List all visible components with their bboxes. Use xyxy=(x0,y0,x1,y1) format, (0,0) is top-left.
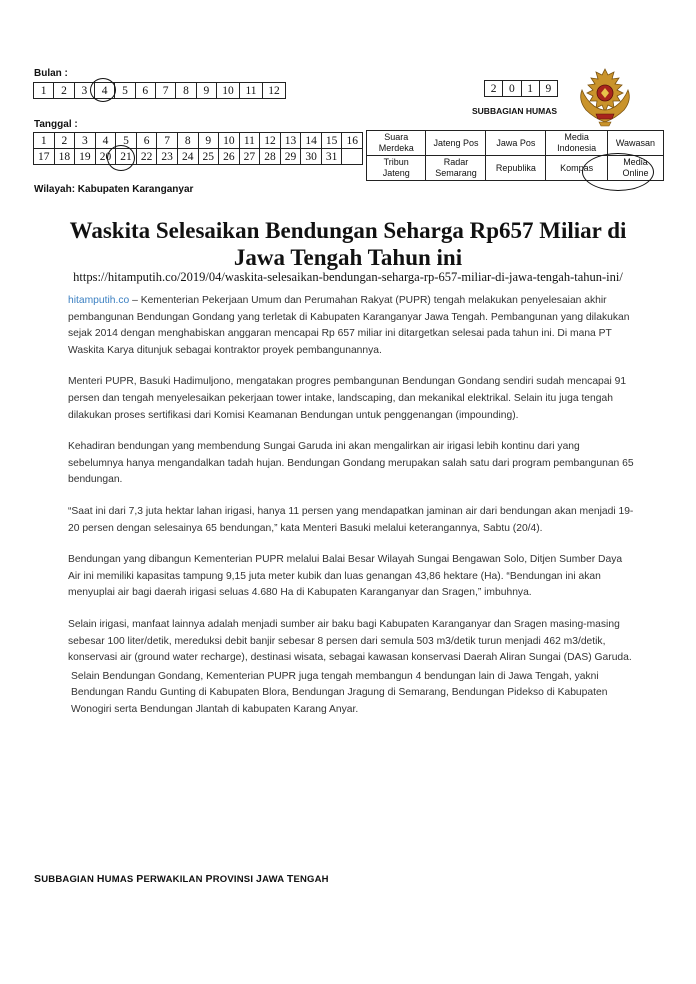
date-cell: 28 xyxy=(260,149,281,165)
month-cell: 10 xyxy=(217,83,240,99)
month-cell: 11 xyxy=(240,83,263,99)
media-cell: Jateng Pos xyxy=(426,131,486,156)
date-cell: 15 xyxy=(321,133,342,149)
date-cell: 25 xyxy=(198,149,219,165)
tahun-table xyxy=(484,80,558,97)
footer-office: SUBBAGIAN HUMAS PERWAKILAN PROVINSI JAWA TENGAH xyxy=(34,873,329,885)
date-cell-empty xyxy=(342,149,363,165)
year-digit: 1 xyxy=(521,81,539,97)
date-cell: 26 xyxy=(219,149,240,165)
date-cell: 6 xyxy=(136,133,157,149)
date-cell: 2 xyxy=(54,133,75,149)
article-title-line-1: Waskita Selesaikan Bendungan Seharga Rp657 Miliar di xyxy=(69,218,627,243)
month-cell: 9 xyxy=(196,83,216,99)
date-cell: 19 xyxy=(75,149,96,165)
article-title xyxy=(20,217,676,271)
year-digit: 2 xyxy=(485,81,503,97)
date-cell: 14 xyxy=(301,133,322,149)
article-title-line-2: Jawa Tengah Tahun ini xyxy=(233,245,463,270)
media-cell: Suara Merdeka xyxy=(367,131,426,156)
article-paragraph: Selain Bendungan Gondang, Kementerian PUPR juga tengah membangun 4 bendungan lain di Jawa Tengah, yakni Bendungan Randu Gunting di Kabupaten Blora, Bendungan Jragung di Semarang, Bendungan Pidekso di Kabupaten Wonogiri serta Bendungan Jlantah di kabupaten Karang Anyar. xyxy=(71,670,608,715)
article-paragraph: Bendungan yang dibangun Kementerian PUPR melalui Balai Besar Wilayah Sungai Bengawan Solo, Ditjen Sumber Daya Air ini memiliki kapasitas tampung 9,15 juta meter kubik dan luas genangan 43,86 hektare (Ha). “Bendungan ini akan menyuplai air bagi daerah irigasi seluas 4.680 Ha di Kabupaten Karanganyar dan Sragen,” imbuhnya. xyxy=(68,554,623,599)
month-cell: 6 xyxy=(135,83,155,99)
wilayah-label: Wilayah: Kabupaten Karanganyar xyxy=(34,184,194,195)
subbagian-label: SUBBAGIAN HUMAS xyxy=(472,106,557,116)
date-cell: 18 xyxy=(54,149,75,165)
month-cell: 3 xyxy=(74,83,94,99)
article-paragraph: “Saat ini dari 7,3 juta hektar lahan irigasi, hanya 11 persen yang mendapatkan jaminan air dari bendungan akan menjadi 19-20 persen dengan selesainya 65 bendungan,” kata Menteri Basuki melalui keterangannya, Sabtu (20/4). xyxy=(68,505,634,534)
media-cell: Media Indonesia xyxy=(546,131,608,156)
date-cell: 24 xyxy=(177,149,198,165)
media-cell-selected: Media Online xyxy=(607,156,663,181)
date-cell: 5 xyxy=(116,133,137,149)
garuda-emblem-icon xyxy=(574,66,636,128)
date-cell: 31 xyxy=(321,149,342,165)
date-cell: 20 xyxy=(95,149,116,165)
article-paragraph: Menteri PUPR, Basuki Hadimuljono, mengatakan progres pembangunan Bendungan Gondang sendiri sudah mencapai 91 persen dan tengah menyelesaikan pekerjaan tower intake, landscaping, dan mekanikal elektrikal. Selain itu juga tengah dilakukan proses sertifikasi dari Komisi Keamanan Bendungan untuk penggenangan (impounding). xyxy=(68,376,627,421)
article-paragraph-text: – Kementerian Pekerjaan Umum dan Perumahan Rakyat (PUPR) tengah melakukan penyelesaian akhir pembangunan Bendungan Gondang yang terletak di Kabupaten Karanganyar Jawa Tengah. Pembangunan yang dilakukan sejak 2014 dengan menghabiskan anggaran mencapai Rp 657 miliar ini ditargetkan selesai pada tahun ini. Di mana PT Waskita Karya ditunjuk sebagai kontraktor proyek pembangunannya. xyxy=(68,295,630,356)
date-cell: 30 xyxy=(301,149,322,165)
date-cell: 11 xyxy=(239,133,260,149)
date-cell: 27 xyxy=(239,149,260,165)
date-cell: 10 xyxy=(219,133,240,149)
month-cell: 2 xyxy=(54,83,74,99)
media-cell: Jawa Pos xyxy=(486,131,546,156)
date-cell: 12 xyxy=(260,133,281,149)
month-cell: 8 xyxy=(176,83,196,99)
month-cell: 7 xyxy=(155,83,175,99)
media-cell: Republika xyxy=(486,156,546,181)
month-cell-selected: 4 xyxy=(94,83,114,99)
article-url[interactable]: https://hitamputih.co/2019/04/waskita-selesaikan-bendungan-seharga-rp-657-miliar-di-jawa-tengah-tahun-ini/ xyxy=(73,270,623,284)
tanggal-label: Tanggal : xyxy=(34,119,78,130)
month-circle-mark xyxy=(90,78,116,102)
month-cell: 12 xyxy=(263,83,286,99)
month-cell: 1 xyxy=(34,83,54,99)
date-cell: 16 xyxy=(342,133,363,149)
media-circle-mark xyxy=(582,153,654,191)
date-cell: 22 xyxy=(136,149,157,165)
year-digit: 9 xyxy=(539,81,557,97)
media-cell: Tribun Jateng xyxy=(367,156,426,181)
tanggal-table xyxy=(33,132,363,165)
date-cell: 9 xyxy=(198,133,219,149)
date-cell-selected: 21 xyxy=(116,149,137,165)
date-cell: 17 xyxy=(34,149,55,165)
year-digit: 0 xyxy=(503,81,521,97)
media-cell: Wawasan xyxy=(607,131,663,156)
date-circle-mark xyxy=(107,145,135,171)
date-cell: 23 xyxy=(157,149,178,165)
article-site-link[interactable]: hitamputih.co xyxy=(68,295,130,306)
article-paragraph xyxy=(68,293,636,359)
date-cell: 13 xyxy=(280,133,301,149)
article-paragraph: Kehadiran bendungan yang membendung Sungai Garuda ini akan mengalirkan air irigasi lebih kontinu dari yang sebelumnya hanya mengandalkan tadah hujan. Bendungan Gondang merupakan salah satu dari program pembangunan 65 bendungan. xyxy=(68,441,634,486)
date-cell: 7 xyxy=(157,133,178,149)
bulan-label: Bulan : xyxy=(34,68,68,79)
date-cell: 3 xyxy=(75,133,96,149)
media-cell: Radar Semarang xyxy=(426,156,486,181)
date-cell: 4 xyxy=(95,133,116,149)
media-cell: Kompas xyxy=(546,156,608,181)
month-cell: 5 xyxy=(115,83,135,99)
article-paragraph: Selain irigasi, manfaat lainnya adalah menjadi sumber air baku bagi Kabupaten Karanganyar dan Sragen masing-masing sebesar 100 liter/detik, mereduksi debit banjir sebesar 8 persen dari semula 503 m3/detik turun menjadi 462 m3/detik, konservasi air (ground water recharge), destinasi wisata, sebagai kawasan konservasi Daerah Aliran Sungai (DAS) Garuda. xyxy=(68,618,632,664)
date-cell: 8 xyxy=(177,133,198,149)
date-cell: 1 xyxy=(34,133,55,149)
article-body xyxy=(68,293,636,733)
bulan-table xyxy=(33,82,286,99)
date-cell: 29 xyxy=(280,149,301,165)
